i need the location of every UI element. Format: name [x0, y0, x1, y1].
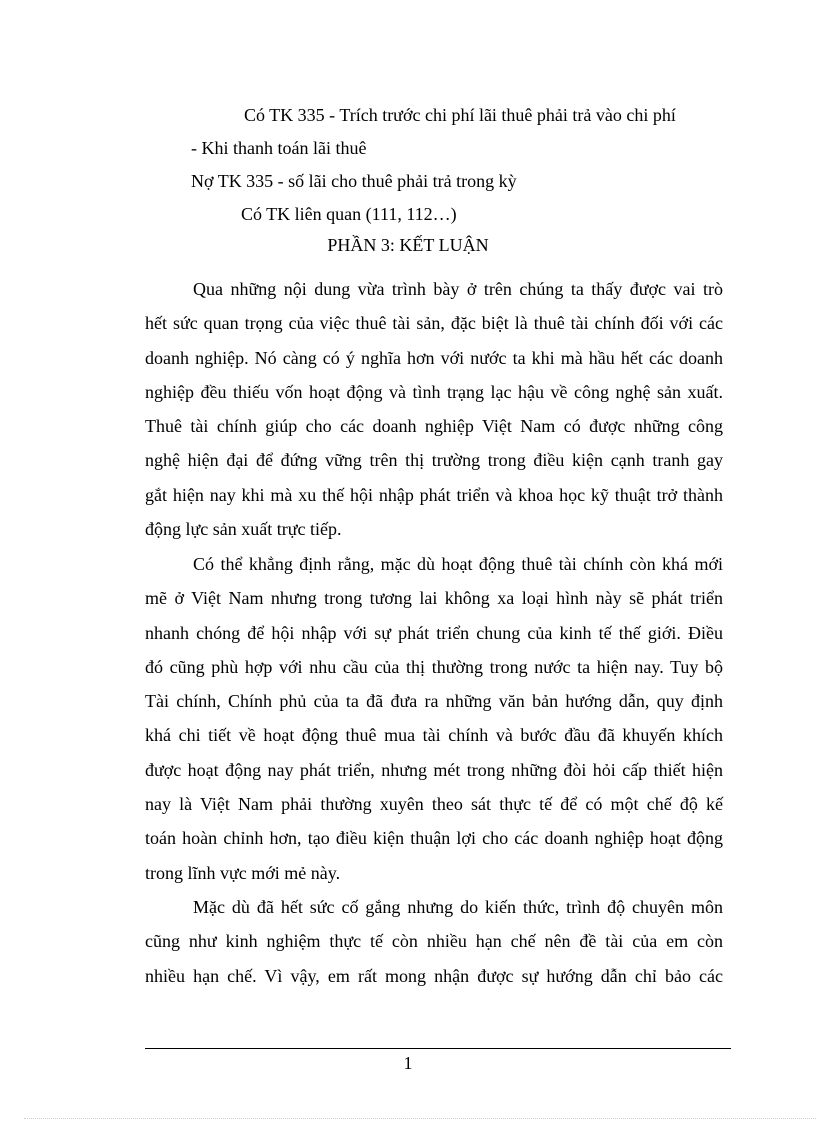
paragraph-line: Mặc dù đã hết sức cố gắng nhưng do kiến thức, trình độ chuyên môn: [193, 897, 723, 917]
section-heading: PHẦN 3: KẾT LUẬN: [327, 235, 489, 255]
paragraph-line: nghệ hiện đại để đứng vững trên thị trường trong điều kiện cạnh tranh gay: [145, 450, 723, 471]
paragraph-line: toán hoàn chỉnh hơn, tạo điều kiện thuận lợi cho các doanh nghiệp hoạt động: [145, 828, 723, 849]
accounting-entry-credit-related: Có TK liên quan (111, 112…): [241, 204, 457, 224]
accounting-entry-payment-note: - Khi thanh toán lãi thuê: [191, 138, 367, 158]
paragraph-line: được hoạt động nay phát triển, nhưng mét trong những đòi hỏi cấp thiết hiện: [145, 759, 723, 780]
paragraph-line: nay là Việt Nam phải thường xuyên theo sát thực tế để có một chế độ kế: [145, 794, 723, 815]
paragraph-line: doanh nghiệp. Nó càng có ý nghĩa hơn với nước ta khi mà hầu hết các doanh: [145, 347, 723, 368]
paragraph-line: Qua những nội dung vừa trình bày ở trên chúng ta thấy được vai trò: [193, 279, 723, 299]
paragraph-line: hết sức quan trọng của việc thuê tài sản, đặc biệt là thuê tài chính đối với các: [145, 313, 723, 334]
paragraph-line: động lực sản xuất trực tiếp.: [145, 519, 342, 540]
conclusion-paragraph-2: [145, 553, 723, 896]
paragraph-line: Có thể khẳng định rằng, mặc dù hoạt động thuê tài chính còn khá mới: [193, 554, 723, 574]
page-bottom-edge: [24, 1118, 816, 1119]
paragraph-line: Tài chính, Chính phủ của ta đã đưa ra những văn bản hướng dẫn, quy định: [145, 691, 723, 712]
paragraph-line: gắt hiện nay khi mà xu thế hội nhập phát triển và khoa học kỹ thuật trở thành: [145, 484, 723, 505]
paragraph-line: cũng như kinh nghiệm thực tế còn nhiều hạn chế nên đề tài của em còn: [145, 931, 723, 952]
paragraph-line: mẽ ở Việt Nam nhưng trong tương lai không xa loại hình này sẽ phát triển: [145, 588, 723, 609]
accounting-entry-credit-335: Có TK 335 - Trích trước chi phí lãi thuê phải trả vào chi phí: [244, 105, 676, 125]
paragraph-line: đó cũng phù hợp với nhu cầu của thị thường trong nước ta hiện nay. Tuy bộ: [145, 656, 723, 677]
paragraph-line: trong lĩnh vực mới mẻ này.: [145, 862, 341, 883]
page-number: 1: [403, 1053, 413, 1073]
conclusion-paragraph-3: [145, 896, 723, 999]
paragraph-line: nhanh chóng để hội nhập với sự phát triển chung của kinh tế thế giới. Điều: [145, 622, 723, 643]
paragraph-line: khá chi tiết về hoạt động thuê mua tài chính và bước đầu đã khuyến khích: [145, 725, 723, 746]
paragraph-line: nhiều hạn chế. Vì vậy, em rất mong nhận được sự hướng dẫn chỉ bảo các: [145, 965, 723, 986]
paragraph-line: nghiệp đều thiếu vốn hoạt động và tình trạng lạc hậu về công nghệ sản xuất.: [145, 381, 723, 402]
accounting-entry-debit-335: Nợ TK 335 - số lãi cho thuê phải trả trong kỳ: [191, 171, 517, 191]
footer-divider: [145, 1048, 731, 1049]
conclusion-paragraph-1: [145, 278, 723, 552]
paragraph-line: Thuê tài chính giúp cho các doanh nghiệp Việt Nam có được những công: [145, 416, 723, 437]
